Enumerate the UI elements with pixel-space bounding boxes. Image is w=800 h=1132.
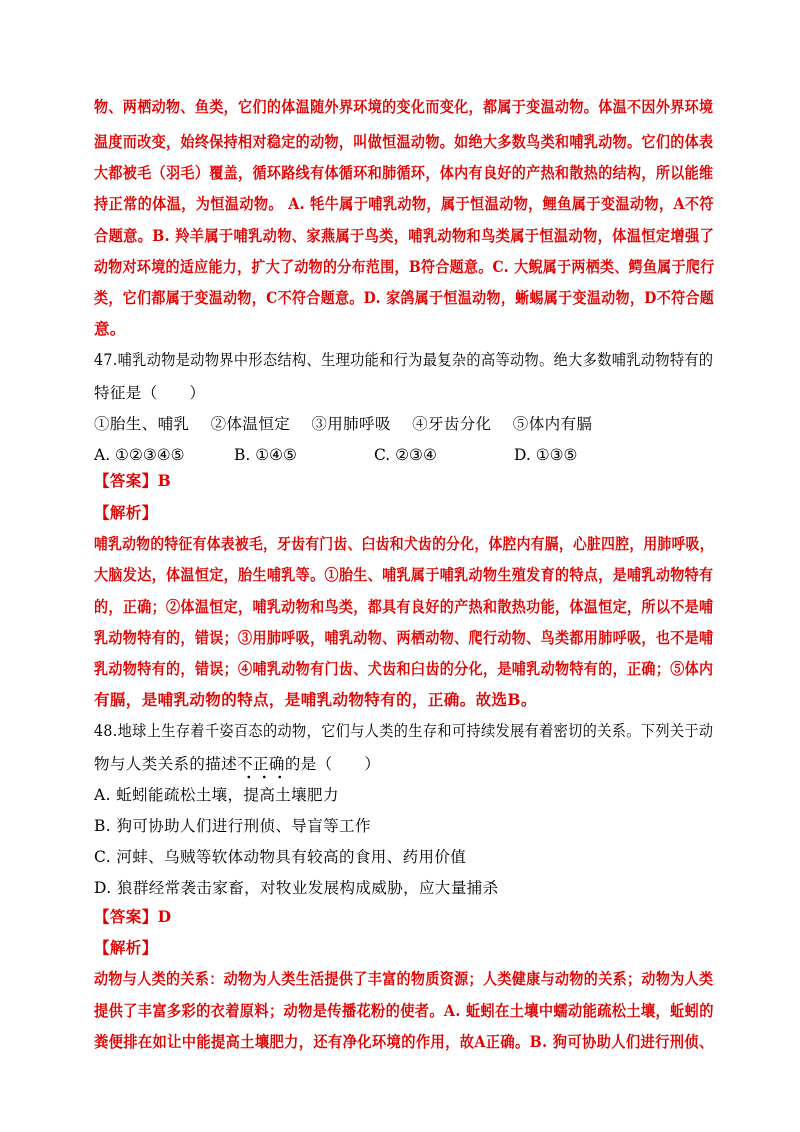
answer-value: B	[157, 471, 172, 490]
prev-analysis-line: 合题意。B. 羚羊属于哺乳动物、家燕属于鸟类，哺乳动物和鸟类属于恒温动物，体温恒定增强了	[94, 226, 715, 245]
q48-analysis-line: 提供了丰富多彩的衣着原料；动物是传播花粉的使者。A. 蚯蚓在土壤中蠕动能疏松土壤，蚯蚓的	[94, 1001, 714, 1020]
question-48-stem: 48.地球上生存着千姿百态的动物，它们与人类的生存和可持续发展有着密切的关系。下列关于动	[94, 722, 714, 740]
answer-value: D	[157, 907, 172, 926]
q47-analysis-line: 乳动物特有的，错误；④哺乳动物有门齿、犬齿和臼齿的分化，是哺乳动物特有的，正确；⑤体内	[94, 659, 714, 678]
q47-analysis-line: 乳动物特有的，错误；③用肺呼吸，哺乳动物、两栖动物、爬行动物、鸟类都用肺呼吸，也不是哺	[94, 628, 714, 647]
question-47-option-a: A. ①②③④⑤	[94, 446, 185, 464]
emphasized-not-correct: 不正确	[237, 754, 285, 774]
answer-label: 【答案】	[94, 907, 158, 926]
prev-analysis-line: 类，它们都属于变温动物，C不符合题意。D. 家鸽属于恒温动物，蜥蜴属于变温动物，D不符合题	[94, 288, 715, 307]
prev-analysis-line: 持正常的体温，为恒温动物。 A. 牦牛属于哺乳动物，属于恒温动物，鲤鱼属于变温动物，A不符	[94, 194, 714, 213]
question-48-option-d: D. 狼群经常袭击家畜，对牧业发展构成威胁，应大量捕杀	[94, 879, 499, 897]
question-47-option-b: B. ①④⑤	[234, 446, 297, 464]
prev-analysis-line: 意。	[94, 319, 126, 338]
question-48-stem-2	[94, 754, 714, 774]
question-47-analysis-label: 【解析】	[94, 503, 158, 522]
q47-analysis-line: 大脑发达，体温恒定，胎生哺乳等。①胎生、哺乳属于哺乳动物生殖发育的特点，是哺乳动物特有	[94, 565, 714, 584]
prev-analysis-line: 温度而改变，始终保持相对稳定的动物，叫做恒温动物。如绝大多数鸟类和哺乳动物。它们的体表	[94, 132, 714, 151]
prev-analysis-line: 大都被毛（羽毛）覆盖，循环路线有体循环和肺循环，体内有良好的产热和散热的结构，所以能维	[94, 163, 714, 182]
q48-analysis-line: 粪便排在如让中能提高土壤肥力，还有净化环境的作用，故A正确。B. 狗可协助人们进行刑侦、	[94, 1032, 714, 1051]
question-47-items: ①胎生、哺乳 ②体温恒定 ③用肺呼吸 ④牙齿分化 ⑤体内有膈	[94, 415, 593, 433]
question-47-stem: 47.哺乳动物是动物界中形态结构、生理功能和行为最复杂的高等动物。绝大多数哺乳动物特有的	[94, 351, 714, 369]
emphasis-dots	[237, 775, 285, 779]
answer-label: 【答案】	[94, 471, 158, 490]
question-48-option-b: B. 狗可协助人们进行刑侦、导盲等工作	[94, 817, 371, 835]
prev-analysis-line: 物、两栖动物、鱼类，它们的体温随外界环境的变化而变化，都属于变温动物。体温不因外界环境	[94, 97, 714, 116]
question-47-option-d: D. ①③⑤	[514, 446, 578, 464]
question-47-answer	[94, 471, 714, 491]
question-48-option-a: A. 蚯蚓能疏松土壤，提高土壤肥力	[94, 786, 339, 804]
stem-text: 的是（ ）	[284, 755, 381, 773]
question-47-stem: 特征是（ ）	[94, 384, 206, 402]
q47-analysis-line: 有膈，是哺乳动物的特点，是哺乳动物特有的，正确。故选B。	[94, 690, 537, 709]
prev-analysis-line: 动物对环境的适应能力，扩大了动物的分布范围，B符合题意。C. 大鲵属于两栖类、鳄鱼属于爬行	[94, 257, 715, 276]
question-48-option-c: C. 河蚌、乌贼等软体动物具有较高的食用、药用价值	[94, 848, 467, 866]
question-48-answer	[94, 907, 714, 927]
question-48-analysis-label: 【解析】	[94, 938, 158, 957]
q47-analysis-line: 的，正确；②体温恒定，哺乳动物和鸟类，都具有良好的产热和散热功能，体温恒定，所以不是哺	[94, 597, 714, 616]
question-47-option-c: C. ②③④	[374, 446, 437, 464]
stem-text: 物与人类关系的描述	[94, 755, 238, 773]
q48-analysis-line: 动物与人类的关系：动物为人类生活提供了丰富的物质资源；人类健康与动物的关系；动物为人类	[94, 969, 714, 988]
q47-analysis-line: 哺乳动物的特征有体表被毛，牙齿有门齿、臼齿和犬齿的分化，体腔内有膈，心脏四腔，用肺呼吸，	[94, 534, 714, 553]
